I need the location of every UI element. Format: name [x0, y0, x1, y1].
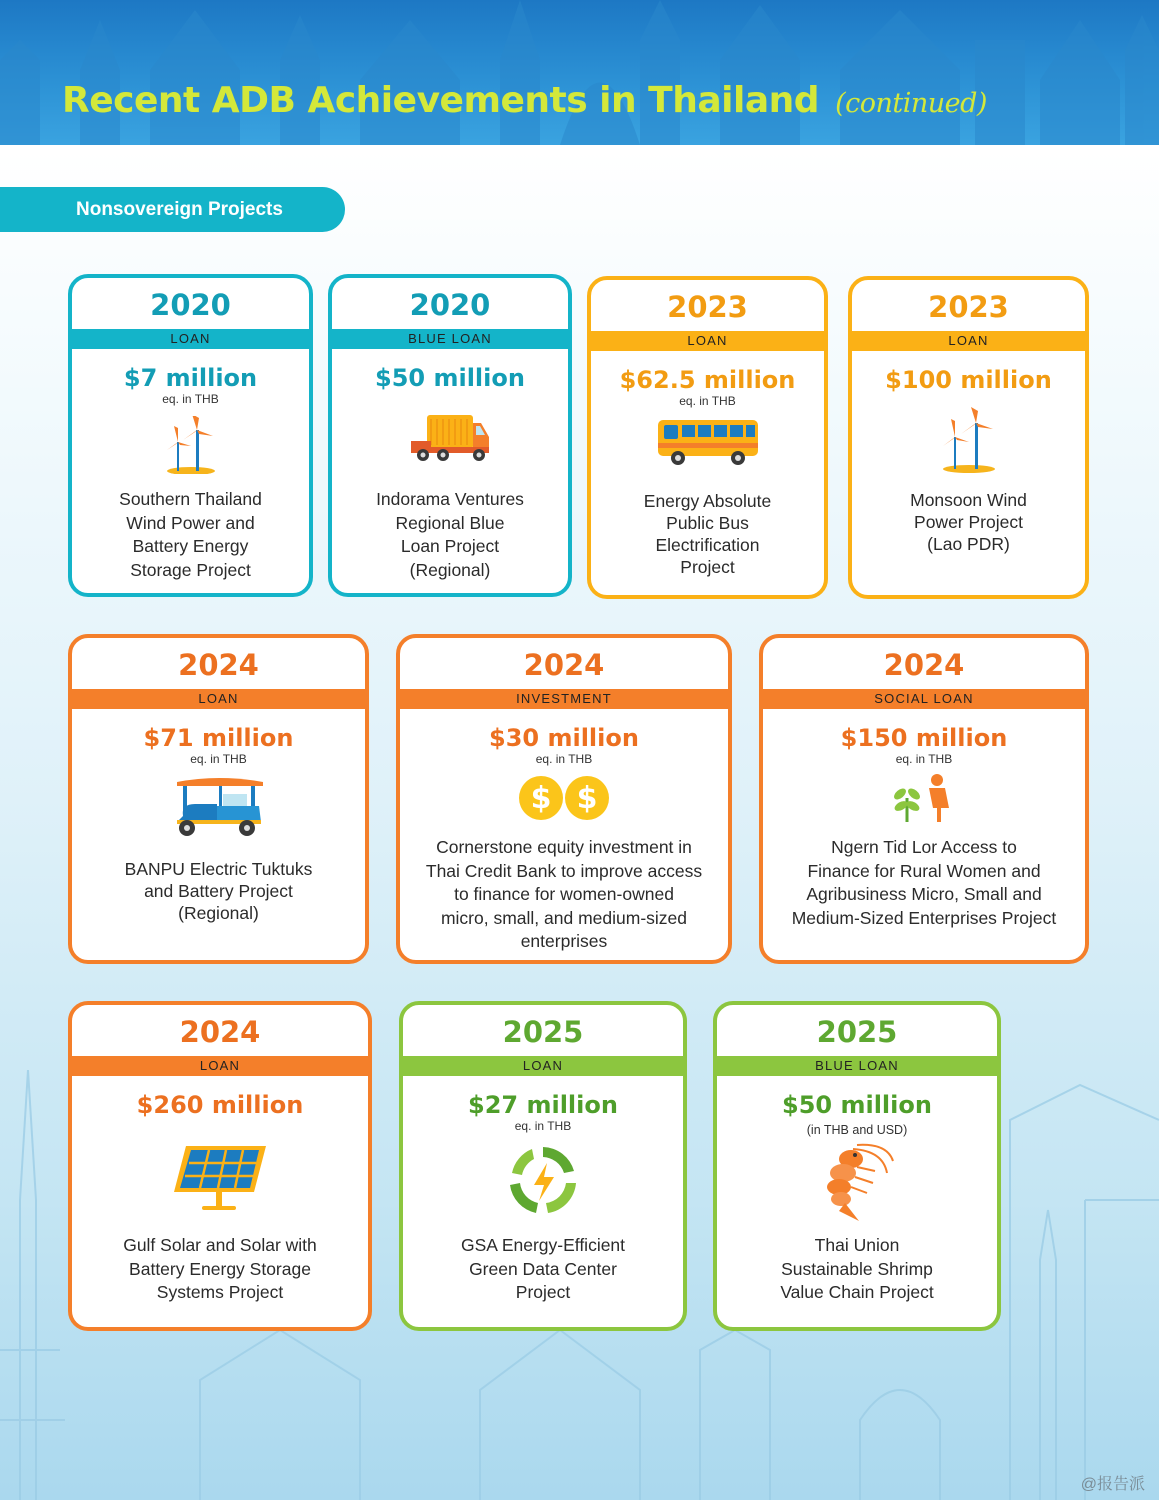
desc-line: Battery Energy [132, 536, 249, 556]
card-description [769, 836, 1079, 930]
card-amount: $50 million [375, 364, 525, 392]
desc-line: Southern Thailand [119, 489, 262, 509]
card-year: 2024 [523, 648, 605, 682]
desc-line: Monsoon Wind [910, 490, 1027, 510]
card-type-band: LOAN [72, 329, 309, 349]
tuktuk-icon [171, 776, 267, 838]
project-card [68, 274, 313, 597]
desc-line: and Battery Project [144, 881, 293, 901]
bus-icon [656, 418, 760, 466]
card-type-band: BLUE LOAN [717, 1056, 997, 1076]
section-label: Nonsovereign Projects [0, 187, 345, 232]
desc-line: GSA Energy-Efficient [460, 1235, 626, 1255]
card-amount-note: eq. in THB [679, 394, 736, 408]
card-year: 2020 [150, 288, 231, 322]
card-description [78, 488, 303, 582]
desc-line: Value Chain Project [780, 1282, 934, 1302]
page-header [0, 0, 1159, 145]
wind-turbine-icon [937, 407, 1001, 473]
project-card [848, 276, 1089, 599]
svg-text:$: $ [530, 781, 552, 816]
card-type-band: LOAN [72, 689, 365, 709]
card-amount: $62.5 million [619, 366, 796, 394]
card-amount-note: eq. in THB [514, 1119, 572, 1133]
card-type-band: BLUE LOAN [332, 329, 568, 349]
card-year: 2023 [928, 290, 1009, 324]
desc-line: Project [680, 557, 735, 577]
project-card [759, 634, 1089, 964]
desc-line: Thai Credit Bank to improve access [425, 860, 703, 881]
desc-line: micro, small, and medium-sized [440, 907, 688, 928]
desc-line: Medium-Sized Enterprises Project [791, 907, 1057, 928]
desc-line: Indorama Ventures [376, 489, 524, 509]
project-card [587, 276, 828, 599]
card-year: 2025 [816, 1015, 898, 1049]
desc-line: Project [515, 1282, 571, 1302]
desc-line: Public Bus [666, 513, 749, 533]
desc-line: Loan Project [400, 536, 500, 556]
card-type-band: LOAN [852, 331, 1085, 351]
card-description [78, 858, 359, 924]
card-description [409, 1234, 677, 1305]
desc-line: Sustainable Shrimp [781, 1258, 933, 1279]
desc-line: Electrification [655, 535, 760, 555]
desc-line: Green Data Center [469, 1258, 617, 1279]
desc-line: Power Project [914, 512, 1023, 532]
card-type-band: INVESTMENT [400, 689, 728, 709]
shrimp-icon [817, 1141, 897, 1223]
card-year: 2024 [178, 648, 259, 682]
desc-line: (Regional) [178, 903, 259, 923]
desc-line: Storage Project [130, 559, 251, 580]
project-card [399, 1001, 687, 1331]
desc-line: Wind Power and [126, 512, 255, 533]
card-description [406, 836, 722, 954]
card-amount: $100 million [885, 366, 1052, 394]
card-amount: $71 million [143, 724, 294, 752]
card-amount: $30 million [489, 724, 639, 752]
desc-line: Gulf Solar and Solar with [123, 1235, 317, 1255]
project-card [396, 634, 732, 964]
card-amount-note: (in THB and USD) [806, 1123, 908, 1137]
woman-plant-icon [891, 772, 957, 824]
project-card [713, 1001, 1001, 1331]
watermark: @报告派 [1080, 1476, 1145, 1493]
card-amount-note: eq. in THB [895, 752, 953, 766]
desc-line: (Lao PDR) [927, 534, 1010, 554]
card-type-band: SOCIAL LOAN [763, 689, 1085, 709]
desc-line: Battery Energy Storage [129, 1258, 311, 1279]
card-year: 2024 [179, 1015, 261, 1049]
desc-line: Agribusiness Micro, Small and [806, 884, 1042, 904]
card-amount: $27 million [468, 1091, 618, 1119]
desc-line: Cornerstone equity investment in [436, 837, 692, 857]
desc-line: enterprises [520, 931, 608, 951]
card-description [338, 488, 562, 582]
card-amount: $150 million [840, 724, 1008, 752]
garbage-truck-icon [409, 413, 491, 463]
svg-text:$: $ [576, 781, 598, 816]
desc-line: Regional Blue [395, 512, 505, 533]
desc-line: Ngern Tid Lor Access to [831, 837, 1017, 857]
card-type-band: LOAN [591, 331, 824, 351]
solar-panel-icon [172, 1144, 268, 1212]
desc-line: Systems Project [156, 1282, 284, 1302]
card-type-band: LOAN [403, 1056, 683, 1076]
card-year: 2023 [667, 290, 748, 324]
page-title [62, 80, 987, 121]
card-amount-note: eq. in THB [535, 752, 593, 766]
card-year: 2024 [883, 648, 965, 682]
card-amount-note: eq. in THB [190, 752, 247, 766]
card-amount: $260 million [136, 1091, 304, 1119]
temple-skyline-decoration [0, 0, 1159, 145]
desc-line: (Regional) [409, 559, 491, 580]
card-description [723, 1234, 991, 1305]
card-amount: $7 million [123, 364, 258, 392]
desc-line: Energy Absolute [643, 491, 772, 511]
desc-line: Thai Union [814, 1235, 900, 1255]
page-title-main: Recent ADB Achievements in Thailand [62, 80, 820, 121]
card-amount: $50 million [782, 1091, 932, 1119]
desc-line: Finance for Rural Women and [807, 860, 1041, 881]
page-title-suffix: (continued) [835, 88, 987, 119]
desc-line: to finance for women-owned [454, 884, 674, 904]
dollar-coins-icon [517, 774, 611, 822]
card-year: 2025 [502, 1015, 584, 1049]
project-card [68, 1001, 372, 1331]
card-type-band: LOAN [72, 1056, 368, 1076]
card-year: 2020 [409, 288, 491, 322]
project-card [68, 634, 369, 964]
desc-line: BANPU Electric Tuktuks [124, 859, 313, 879]
card-description [78, 1234, 362, 1305]
green-energy-icon [504, 1145, 582, 1215]
project-card [328, 274, 572, 597]
card-amount-note: eq. in THB [162, 392, 219, 406]
card-description [858, 489, 1079, 555]
card-description [597, 490, 818, 578]
wind-turbine-icon [161, 416, 221, 474]
